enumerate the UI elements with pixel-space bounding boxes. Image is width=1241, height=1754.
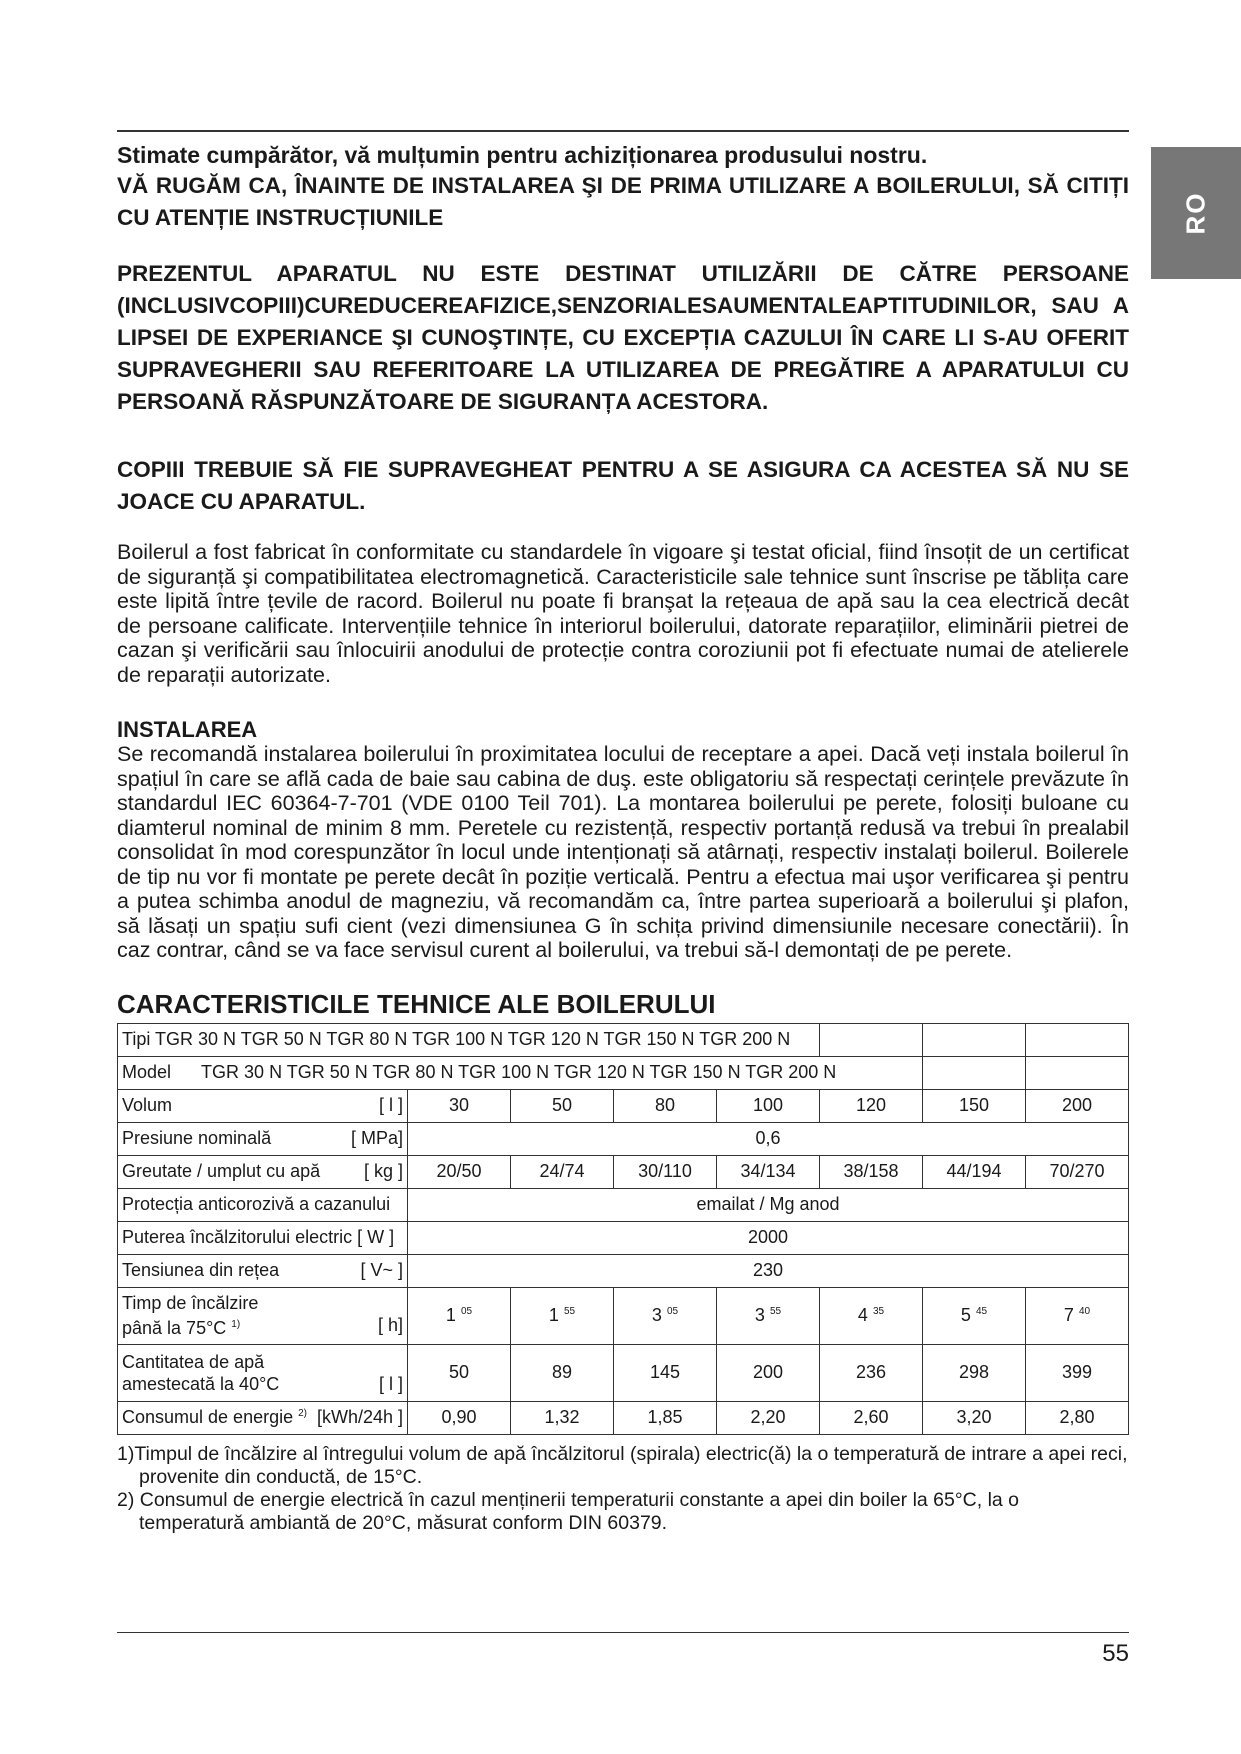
consum-value: 3,20: [923, 1401, 1026, 1434]
cantitatea-value: 50: [408, 1344, 511, 1401]
table-row: [118, 1023, 1129, 1056]
empty-cell: [923, 1056, 1026, 1089]
consum-value: 2,60: [820, 1401, 923, 1434]
cantitatea-value: 399: [1026, 1344, 1129, 1401]
protectia-value: emailat / Mg anod: [408, 1188, 1129, 1221]
cantitatea-label-line1: Cantitatea de apă: [122, 1351, 265, 1372]
consum-value: 2,20: [717, 1401, 820, 1434]
spec-table: [117, 1023, 1129, 1435]
empty-cell: [1026, 1056, 1129, 1089]
table-row: [118, 1188, 1129, 1221]
timp-value: 3 $^{55}$: [717, 1287, 820, 1344]
model-label: Model: [122, 1062, 172, 1082]
bottom-rule: [117, 1632, 1129, 1633]
timp-value: 1 $^{05}$: [408, 1287, 511, 1344]
warning-persons: PREZENTUL APARATUL NU ESTE DESTINAT UTILIZĂRII DE CĂTRE PERSOANE (INCLUSIVCOPIII)CUREDUCEREAFIZICE,SENZORIALESAUMENTALEAPTITUDINILOR, SAU A LIPSEI DE EXPERIANCE ŞI CUNOŞTINȚE, CU EXCEPȚIA CAZULUI ÎN CARE LI S-AU OFERIT SUPRAVEGHERII SAU REFERITOARE LA UTILIZAREA DE PREGĂTIRE A APARATULUI CU PERSOANĂ RĂSPUNZĂTOARE DE SIGURANȚA ACESTORA.: [117, 261, 1129, 414]
greutate-value: 30/110: [614, 1155, 717, 1188]
greutate-value: 44/194: [923, 1155, 1026, 1188]
greutate-value: 20/50: [408, 1155, 511, 1188]
volum-label: Volum: [122, 1095, 173, 1115]
timp-unit: [ h]: [377, 1315, 403, 1335]
consum-value: 0,90: [408, 1401, 511, 1434]
page-number: 55: [1102, 1640, 1129, 1667]
greutate-value: 38/158: [820, 1155, 923, 1188]
greutate-label: Greutate / umplut cu apă: [122, 1161, 321, 1181]
timp-value: 3 $^{05}$: [614, 1287, 717, 1344]
greutate-unit: [ kg ]: [363, 1161, 403, 1181]
footnote-2: 2) Consumul de energie electrică în cazul menținerii temperaturii constante a apei din boiler la 65°C, la o temperatură ambiantă de 20°C, măsurat conform DIN 60379.: [117, 1488, 1020, 1534]
footnote-1: 1)Timpul de încălzire al întregului volum de apă încălzitorul (spirala) electric(ă) la o temperatură de intrare a apei reci, provenite din conductă, de 15°C.: [117, 1442, 1128, 1488]
intro-paragraph: Boilerul a fost fabricat în conformitate cu standardele în vigoare şi testat oficial, fiind însoțit de un certificat de siguranță şi compatibilitatea electromagnetică. Caracteristicile sale tehnice sunt înscrise pe tăblița care este lipită între țevile de racord. Boilerul nu poate fi branşat la rețeaua de apă sau la cea electrică decât de persoane calificate. Intervențiile tehnice în interiorul boilerului, datorate reparațiilor, eliminării pietrei de cazan şi verificării sau înlocuirii anodului de protecție contra coroziunii pot fi efectuate numai de atelierele de reparații autorizate.: [117, 540, 1129, 687]
puterea-label: Puterea încălzitorului electric [ W ]: [118, 1221, 408, 1254]
table-row: [118, 1089, 1129, 1122]
tensiunea-value: 230: [408, 1254, 1129, 1287]
table-row: [118, 1056, 1129, 1089]
greutate-label-cell: [118, 1155, 408, 1188]
timp-value: 7 $^{40}$: [1026, 1287, 1129, 1344]
greutate-value: 24/74: [511, 1155, 614, 1188]
volum-value: 80: [614, 1089, 717, 1122]
install-paragraph: Se recomandă instalarea boilerului în proximitatea locului de receptare a apei. Dacă veți instala boilerul în spațiul în care se află cada de baie sau cabina de duş. este obligatoriu să respectați cerințele prevăzute în standardul IEC 60364-7-701 (VDE 0100 Teil 701). La montarea boilerului pe perete, folosiți buloane cu diamterul nominal de minim 8 mm. Peretele cu rezistență, respectiv portanță redusă va trebui în prealabil consolidat în mod corespunzător în locul unde intenționați să atârnați, respectiv instalați boilerul. Boilerele de tip nu vor fi montate pe perete decât în poziție verticală. Pentru a efectua mai uşor verificarea şi pentru a putea schimba anodul de magneziu, vă recomandăm ca, între partea superioară a boilerului şi plafon, să lăsați un spațiu sufi cient (vezi dimensiunea G în schița privind dimensiunile necesare conectării). În caz contrar, când se va face servisul curent al boilerului, va trebui să-l demontați de pe perete.: [117, 742, 1129, 962]
empty-cell: [923, 1023, 1026, 1056]
consum-value: 1,32: [511, 1401, 614, 1434]
warning-read-instructions: VĂ RUGĂM CA, ÎNAINTE DE INSTALAREA ŞI DE PRIMA UTILIZARE A BOILERULUI, SĂ CITIȚI CU ATENȚIE INSTRUCȚIUNILE: [117, 173, 1129, 230]
table-row: [118, 1221, 1129, 1254]
model-values: TGR 30 N TGR 50 N TGR 80 N TGR 100 N TGR 120 N TGR 150 N TGR 200 N: [201, 1062, 837, 1082]
consum-unit: [kWh/24h ]: [316, 1407, 403, 1427]
cantitatea-value: 145: [614, 1344, 717, 1401]
cantitatea-value: 298: [923, 1344, 1026, 1401]
presiune-label-cell: [118, 1122, 408, 1155]
model-cell: [118, 1056, 923, 1089]
presiune-value: 0,6: [408, 1122, 1129, 1155]
table-row: [118, 1122, 1129, 1155]
timp-value: 4 $^{35}$: [820, 1287, 923, 1344]
cantitatea-label-line2: amestecată la 40°C: [122, 1373, 280, 1394]
puterea-value: 2000: [408, 1221, 1129, 1254]
table-row: [118, 1401, 1129, 1434]
consum-value: 2,80: [1026, 1401, 1129, 1434]
cantitatea-value: 200: [717, 1344, 820, 1401]
greutate-value: 34/134: [717, 1155, 820, 1188]
greutate-value: 70/270: [1026, 1155, 1129, 1188]
cantitatea-value: 236: [820, 1344, 923, 1401]
timp-label-cell: [118, 1287, 408, 1344]
empty-cell: [820, 1023, 923, 1056]
tensiunea-unit: [ V~ ]: [360, 1260, 403, 1280]
timp-note: 1): [231, 1319, 241, 1330]
consum-note: 2): [298, 1408, 308, 1419]
volum-unit: [ l ]: [378, 1095, 403, 1115]
install-heading: INSTALAREA: [117, 717, 258, 742]
timp-value: 1 $^{55}$: [511, 1287, 614, 1344]
tensiunea-label: Tensiunea din rețea: [122, 1260, 280, 1280]
top-rule: [117, 130, 1129, 132]
cantitatea-value: 89: [511, 1344, 614, 1401]
empty-cell: [1026, 1023, 1129, 1056]
volum-label-cell: [118, 1089, 408, 1122]
presiune-unit: [ MPa]: [350, 1128, 403, 1148]
volum-value: 120: [820, 1089, 923, 1122]
tensiunea-label-cell: [118, 1254, 408, 1287]
presiune-label: Presiune nominală: [122, 1128, 272, 1148]
volum-value: 30: [408, 1089, 511, 1122]
cantitatea-unit: [ l ]: [378, 1373, 403, 1394]
volum-value: 50: [511, 1089, 614, 1122]
volum-value: 150: [923, 1089, 1026, 1122]
timp-label-line2: până la 75°C: [122, 1318, 227, 1338]
consum-value: 1,85: [614, 1401, 717, 1434]
warning-children: COPIII TREBUIE SĂ FIE SUPRAVEGHEAT PENTRU A SE ASIGURA CA ACESTEA SĂ NU SE JOACE CU APARATUL.: [117, 457, 1129, 514]
cantitatea-label-cell: [118, 1344, 408, 1401]
language-tab: [1151, 147, 1241, 279]
language-tab-label: RO: [1180, 191, 1211, 235]
greeting: Stimate cumpărător, vă mulțumin pentru achiziționarea produsului nostru.: [117, 142, 928, 168]
timp-value: 5 $^{45}$: [923, 1287, 1026, 1344]
footnotes: [117, 1443, 1129, 1535]
table-row: [118, 1344, 1129, 1401]
table-row: [118, 1155, 1129, 1188]
table-row: [118, 1287, 1129, 1344]
tipi-cell: Tipi TGR 30 N TGR 50 N TGR 80 N TGR 100 N TGR 120 N TGR 150 N TGR 200 N: [118, 1023, 820, 1056]
table-row: [118, 1254, 1129, 1287]
volum-value: 100: [717, 1089, 820, 1122]
timp-label-line1: Timp de încălzire: [122, 1293, 259, 1313]
tech-heading: CARACTERISTICILE TEHNICE ALE BOILERULUI: [117, 988, 716, 1019]
consum-label: Consumul de energie: [122, 1407, 294, 1427]
page-content: [117, 140, 1129, 1535]
consum-label-cell: [118, 1401, 408, 1434]
protectia-label: Protecția anticorozivă a cazanului: [118, 1188, 408, 1221]
volum-value: 200: [1026, 1089, 1129, 1122]
